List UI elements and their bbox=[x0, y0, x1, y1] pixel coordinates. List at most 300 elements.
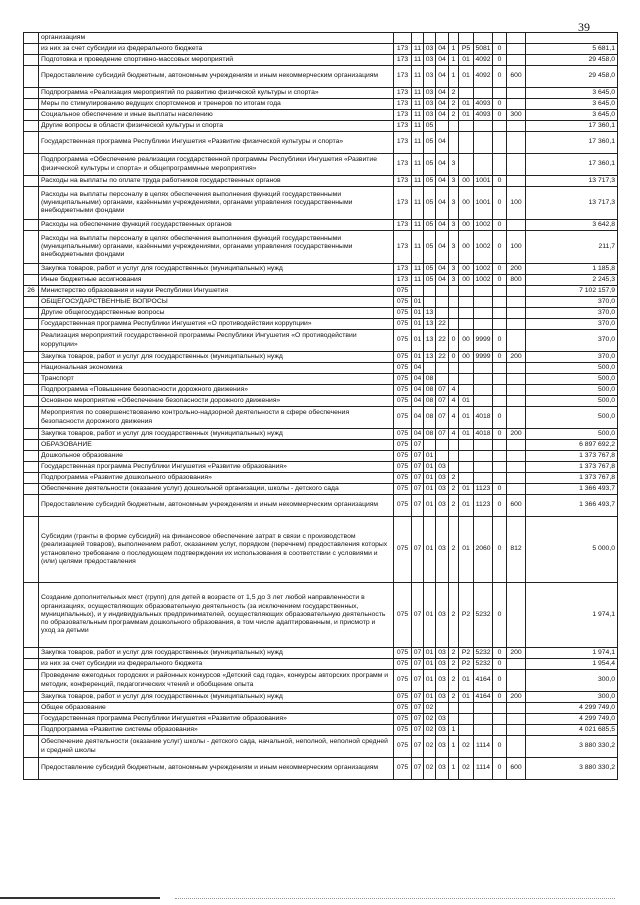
cell-c1: 07 bbox=[436, 385, 449, 396]
cell-vr2 bbox=[507, 99, 526, 110]
cell-sum: 17 360,1 bbox=[526, 132, 618, 154]
cell-c4 bbox=[474, 319, 493, 330]
cell-name: Предоставление субсидий бюджетным, автономным учреждениям и иным некоммерческим организациям bbox=[39, 758, 394, 780]
cell-pr: 08 bbox=[424, 407, 436, 429]
cell-vr: 0 bbox=[493, 583, 507, 648]
cell-c3: 00 bbox=[459, 220, 474, 231]
cell-vr: 0 bbox=[493, 66, 507, 88]
cell-c3: 00 bbox=[459, 275, 474, 286]
cell-glv: 075 bbox=[394, 308, 412, 319]
cell-c4 bbox=[474, 308, 493, 319]
cell-no bbox=[24, 484, 39, 495]
cell-name: Национальная экономика bbox=[39, 363, 394, 374]
cell-c4 bbox=[474, 385, 493, 396]
cell-vr2 bbox=[507, 286, 526, 297]
cell-vr: 0 bbox=[493, 330, 507, 352]
cell-name: Иные бюджетные ассигнования bbox=[39, 275, 394, 286]
cell-c1: 03 bbox=[436, 517, 449, 583]
cell-glv: 075 bbox=[394, 758, 412, 780]
cell-vr2 bbox=[507, 462, 526, 473]
cell-c3 bbox=[459, 440, 474, 451]
cell-no bbox=[24, 758, 39, 780]
cell-c1 bbox=[436, 374, 449, 385]
cell-c2: 2 bbox=[449, 517, 459, 583]
cell-vr: 0 bbox=[493, 44, 507, 55]
cell-c2: 2 bbox=[449, 473, 459, 484]
cell-sum: 13 717,3 bbox=[526, 176, 618, 187]
cell-vr2: 600 bbox=[507, 66, 526, 88]
cell-rz: 11 bbox=[412, 264, 424, 275]
cell-pr: 08 bbox=[424, 374, 436, 385]
table-row bbox=[24, 66, 618, 88]
table-row bbox=[24, 736, 618, 758]
cell-sum: 500,0 bbox=[526, 374, 618, 385]
cell-pr: 03 bbox=[424, 88, 436, 99]
cell-sum: 5 681,1 bbox=[526, 44, 618, 55]
cell-name: Закупка товаров, работ и услуг для государственных (муниципальных) нужд bbox=[39, 692, 394, 703]
cell-c4 bbox=[474, 132, 493, 154]
cell-c1: 22 bbox=[436, 352, 449, 363]
cell-rz: 07 bbox=[412, 451, 424, 462]
cell-c2 bbox=[449, 363, 459, 374]
cell-c4: 1123 bbox=[474, 495, 493, 517]
cell-no bbox=[24, 495, 39, 517]
cell-pr: 05 bbox=[424, 176, 436, 187]
cell-sum: 500,0 bbox=[526, 363, 618, 374]
cell-name: организациям bbox=[39, 33, 394, 44]
cell-sum: 29 458,0 bbox=[526, 55, 618, 66]
cell-no bbox=[24, 692, 39, 703]
cell-sum: 7 102 157,9 bbox=[526, 286, 618, 297]
cell-c3 bbox=[459, 725, 474, 736]
cell-c3: 01 bbox=[459, 692, 474, 703]
cell-vr: 0 bbox=[493, 495, 507, 517]
table-row bbox=[24, 110, 618, 121]
cell-vr bbox=[493, 154, 507, 176]
cell-sum: 3 880 330,2 bbox=[526, 736, 618, 758]
cell-c4: 4092 bbox=[474, 55, 493, 66]
cell-c3 bbox=[459, 319, 474, 330]
cell-vr bbox=[493, 725, 507, 736]
cell-sum: 13 717,3 bbox=[526, 187, 618, 220]
cell-c2: 2 bbox=[449, 484, 459, 495]
cell-no bbox=[24, 297, 39, 308]
cell-vr bbox=[493, 297, 507, 308]
table-row bbox=[24, 659, 618, 670]
cell-c4: 5232 bbox=[474, 659, 493, 670]
cell-vr2 bbox=[507, 330, 526, 352]
cell-c1: 03 bbox=[436, 473, 449, 484]
cell-no bbox=[24, 187, 39, 220]
cell-c2: 0 bbox=[449, 352, 459, 363]
cell-vr bbox=[493, 385, 507, 396]
cell-pr: 13 bbox=[424, 319, 436, 330]
table-row bbox=[24, 583, 618, 648]
cell-vr2: 812 bbox=[507, 517, 526, 583]
cell-vr bbox=[493, 363, 507, 374]
cell-sum: 3 880 330,2 bbox=[526, 758, 618, 780]
cell-c3 bbox=[459, 286, 474, 297]
cell-name: Расходы на выплаты персоналу в целях обеспечения выполнения функций государственными (муниципальными) органами, казёнными учреждениями, органами управления государственными внебюджетными фондами bbox=[39, 231, 394, 264]
table-row bbox=[24, 451, 618, 462]
cell-c4: 5232 bbox=[474, 648, 493, 659]
cell-rz: 07 bbox=[412, 714, 424, 725]
cell-pr: 13 bbox=[424, 308, 436, 319]
cell-c4: 4092 bbox=[474, 66, 493, 88]
cell-name: Обеспечение деятельности (оказание услуг) школы - детского сада, начальной, неполной, неполной средней и средней школы bbox=[39, 736, 394, 758]
cell-c1: 07 bbox=[436, 407, 449, 429]
cell-c3: P2 bbox=[459, 659, 474, 670]
cell-sum: 300,0 bbox=[526, 692, 618, 703]
cell-c4: 4164 bbox=[474, 692, 493, 703]
cell-c2 bbox=[449, 703, 459, 714]
cell-c2 bbox=[449, 308, 459, 319]
cell-rz: 07 bbox=[412, 517, 424, 583]
cell-c1: 04 bbox=[436, 231, 449, 264]
cell-c1: 03 bbox=[436, 484, 449, 495]
cell-c3 bbox=[459, 132, 474, 154]
cell-rz: 07 bbox=[412, 736, 424, 758]
cell-vr bbox=[493, 440, 507, 451]
cell-rz: 11 bbox=[412, 220, 424, 231]
cell-glv: 075 bbox=[394, 495, 412, 517]
cell-c4 bbox=[474, 286, 493, 297]
cell-vr2: 100 bbox=[507, 231, 526, 264]
cell-pr bbox=[424, 440, 436, 451]
cell-c1: 03 bbox=[436, 692, 449, 703]
cell-glv: 075 bbox=[394, 484, 412, 495]
cell-name: Государственная программа Республики Ингушетия «Развитие образования» bbox=[39, 462, 394, 473]
cell-c3: 01 bbox=[459, 495, 474, 517]
cell-name: Обеспечение деятельности (оказание услуг) дошкольной организации, школы - детского сада bbox=[39, 484, 394, 495]
cell-c2 bbox=[449, 33, 459, 44]
cell-c3: 00 bbox=[459, 231, 474, 264]
cell-c1: 03 bbox=[436, 714, 449, 725]
table-row bbox=[24, 429, 618, 440]
cell-sum: 4 299 749,0 bbox=[526, 714, 618, 725]
table-row bbox=[24, 132, 618, 154]
cell-no bbox=[24, 132, 39, 154]
cell-vr2 bbox=[507, 473, 526, 484]
cell-vr: 0 bbox=[493, 659, 507, 670]
cell-glv: 173 bbox=[394, 121, 412, 132]
table-row bbox=[24, 264, 618, 275]
cell-c4 bbox=[474, 154, 493, 176]
table-row bbox=[24, 176, 618, 187]
cell-name: ОБРАЗОВАНИЕ bbox=[39, 440, 394, 451]
cell-c4: 1001 bbox=[474, 187, 493, 220]
cell-c1 bbox=[436, 451, 449, 462]
cell-vr: 0 bbox=[493, 407, 507, 429]
cell-glv: 075 bbox=[394, 407, 412, 429]
cell-rz: 04 bbox=[412, 385, 424, 396]
cell-c2: 4 bbox=[449, 407, 459, 429]
cell-c3: 00 bbox=[459, 187, 474, 220]
cell-glv: 173 bbox=[394, 264, 412, 275]
cell-c2 bbox=[449, 286, 459, 297]
cell-c4: 1002 bbox=[474, 220, 493, 231]
cell-vr: 0 bbox=[493, 99, 507, 110]
cell-c4: 5081 bbox=[474, 44, 493, 55]
cell-c2: 2 bbox=[449, 670, 459, 692]
cell-c2 bbox=[449, 121, 459, 132]
table-row bbox=[24, 758, 618, 780]
cell-glv: 173 bbox=[394, 187, 412, 220]
cell-vr bbox=[493, 319, 507, 330]
cell-name: Подпрограмма «Развитие системы образования» bbox=[39, 725, 394, 736]
cell-c4 bbox=[474, 374, 493, 385]
cell-c3 bbox=[459, 363, 474, 374]
cell-sum: 17 360,1 bbox=[526, 121, 618, 132]
cell-c1: 04 bbox=[436, 154, 449, 176]
cell-c1: 04 bbox=[436, 110, 449, 121]
table-row bbox=[24, 275, 618, 286]
cell-vr2 bbox=[507, 121, 526, 132]
cell-c1 bbox=[436, 440, 449, 451]
cell-glv: 173 bbox=[394, 55, 412, 66]
cell-c4: 9999 bbox=[474, 330, 493, 352]
cell-vr2 bbox=[507, 220, 526, 231]
cell-c1: 04 bbox=[436, 44, 449, 55]
cell-c1: 04 bbox=[436, 187, 449, 220]
table-row bbox=[24, 187, 618, 220]
cell-name: Расходы на выплаты по оплате труда работников государственных органов bbox=[39, 176, 394, 187]
cell-vr: 0 bbox=[493, 110, 507, 121]
cell-rz: 04 bbox=[412, 396, 424, 407]
cell-pr: 01 bbox=[424, 659, 436, 670]
cell-name: Проведение ежегодных городских и районных конкурсов «Детский сад года», конкурсы авторских программ и методик, конференций, педагогических чтений и обобщение опыта bbox=[39, 670, 394, 692]
cell-rz: 07 bbox=[412, 725, 424, 736]
cell-c4: 1114 bbox=[474, 736, 493, 758]
table-row bbox=[24, 99, 618, 110]
cell-rz: 11 bbox=[412, 154, 424, 176]
cell-c4 bbox=[474, 703, 493, 714]
cell-pr: 13 bbox=[424, 352, 436, 363]
cell-pr: 01 bbox=[424, 583, 436, 648]
cell-c4 bbox=[474, 473, 493, 484]
cell-c2: 1 bbox=[449, 758, 459, 780]
cell-glv: 173 bbox=[394, 110, 412, 121]
cell-vr2 bbox=[507, 132, 526, 154]
cell-c4: 9999 bbox=[474, 352, 493, 363]
cell-c2 bbox=[449, 714, 459, 725]
cell-c1: 03 bbox=[436, 583, 449, 648]
cell-name: Закупка товаров, работ и услуг для государственных (муниципальных) нужд bbox=[39, 429, 394, 440]
cell-c2: 2 bbox=[449, 110, 459, 121]
cell-no bbox=[24, 451, 39, 462]
cell-sum: 1 974,1 bbox=[526, 583, 618, 648]
cell-sum: 1 373 767,8 bbox=[526, 451, 618, 462]
cell-sum: 5 000,0 bbox=[526, 517, 618, 583]
cell-vr2 bbox=[507, 154, 526, 176]
cell-no bbox=[24, 736, 39, 758]
cell-rz bbox=[412, 286, 424, 297]
cell-c1: 04 bbox=[436, 99, 449, 110]
cell-rz: 01 bbox=[412, 352, 424, 363]
cell-no bbox=[24, 659, 39, 670]
cell-c1: 03 bbox=[436, 725, 449, 736]
cell-c3: 01 bbox=[459, 55, 474, 66]
cell-vr2 bbox=[507, 703, 526, 714]
cell-c3 bbox=[459, 33, 474, 44]
cell-c4: 1114 bbox=[474, 758, 493, 780]
cell-glv: 075 bbox=[394, 714, 412, 725]
table-row bbox=[24, 88, 618, 99]
cell-glv: 075 bbox=[394, 330, 412, 352]
cell-pr: 01 bbox=[424, 484, 436, 495]
cell-sum: 6 897 692,2 bbox=[526, 440, 618, 451]
cell-name: Предоставление субсидий бюджетным, автономным учреждениям и иным некоммерческим организациям bbox=[39, 495, 394, 517]
cell-no bbox=[24, 330, 39, 352]
cell-name: Дошкольное образование bbox=[39, 451, 394, 462]
cell-sum: 370,0 bbox=[526, 297, 618, 308]
cell-c1: 04 bbox=[436, 132, 449, 154]
cell-c4: 4164 bbox=[474, 670, 493, 692]
cell-glv: 075 bbox=[394, 517, 412, 583]
cell-c1 bbox=[436, 308, 449, 319]
cell-c2 bbox=[449, 374, 459, 385]
cell-no bbox=[24, 275, 39, 286]
cell-glv: 075 bbox=[394, 286, 412, 297]
cell-glv: 075 bbox=[394, 451, 412, 462]
cell-rz: 07 bbox=[412, 495, 424, 517]
table-row bbox=[24, 154, 618, 176]
cell-pr: 03 bbox=[424, 66, 436, 88]
cell-sum: 1 954,4 bbox=[526, 659, 618, 670]
cell-no bbox=[24, 88, 39, 99]
cell-no bbox=[24, 231, 39, 264]
cell-vr2: 200 bbox=[507, 352, 526, 363]
cell-sum bbox=[526, 33, 618, 44]
cell-c4 bbox=[474, 714, 493, 725]
cell-sum: 1 366 493,7 bbox=[526, 484, 618, 495]
cell-vr: 0 bbox=[493, 736, 507, 758]
cell-name: Расходы на выплаты персоналу в целях обеспечения выполнения функций государственными (муниципальными) органами, казёнными учреждениями, органами управления государственными внебюджетными фондами bbox=[39, 187, 394, 220]
cell-c1: 22 bbox=[436, 330, 449, 352]
cell-c3: 01 bbox=[459, 99, 474, 110]
cell-c3: 01 bbox=[459, 407, 474, 429]
cell-no bbox=[24, 714, 39, 725]
cell-pr: 08 bbox=[424, 396, 436, 407]
cell-vr bbox=[493, 121, 507, 132]
cell-c2: 2 bbox=[449, 495, 459, 517]
cell-vr bbox=[493, 286, 507, 297]
cell-c3 bbox=[459, 88, 474, 99]
cell-sum: 500,0 bbox=[526, 407, 618, 429]
cell-c3 bbox=[459, 385, 474, 396]
cell-c2: 3 bbox=[449, 176, 459, 187]
cell-pr: 03 bbox=[424, 99, 436, 110]
cell-vr2: 200 bbox=[507, 648, 526, 659]
cell-glv bbox=[394, 33, 412, 44]
cell-c1: 22 bbox=[436, 319, 449, 330]
cell-no bbox=[24, 473, 39, 484]
cell-c3 bbox=[459, 374, 474, 385]
cell-vr: 0 bbox=[493, 758, 507, 780]
cell-c3: 00 bbox=[459, 352, 474, 363]
cell-glv: 075 bbox=[394, 396, 412, 407]
cell-pr: 08 bbox=[424, 385, 436, 396]
cell-sum: 3 645,0 bbox=[526, 110, 618, 121]
cell-c4: 4018 bbox=[474, 429, 493, 440]
cell-glv: 075 bbox=[394, 725, 412, 736]
cell-vr: 0 bbox=[493, 55, 507, 66]
cell-name: Субсидии (гранты в форме субсидий) на финансовое обеспечение затрат в связи с производством (реализацией товаров), выполнением работ, оказанием услуг, порядком (перечнем) предоставления которых установлено требование о последующем подтверждении их использования в соответствии с условиями и (или) целями предоставления bbox=[39, 517, 394, 583]
cell-glv: 173 bbox=[394, 231, 412, 264]
cell-name: Закупка товаров, работ и услуг для государственных (муниципальных) нужд bbox=[39, 264, 394, 275]
cell-c1: 04 bbox=[436, 88, 449, 99]
cell-vr2 bbox=[507, 725, 526, 736]
cell-name: Подпрограмма «Повышение безопасности дорожного движения» bbox=[39, 385, 394, 396]
cell-c1: 04 bbox=[436, 220, 449, 231]
cell-vr: 0 bbox=[493, 484, 507, 495]
cell-vr2 bbox=[507, 407, 526, 429]
cell-vr bbox=[493, 462, 507, 473]
table-row bbox=[24, 220, 618, 231]
cell-c4: 5232 bbox=[474, 583, 493, 648]
table-row bbox=[24, 692, 618, 703]
cell-no bbox=[24, 407, 39, 429]
cell-c2: 2 bbox=[449, 88, 459, 99]
cell-vr2: 800 bbox=[507, 275, 526, 286]
cell-vr2 bbox=[507, 659, 526, 670]
table-row bbox=[24, 308, 618, 319]
cell-pr bbox=[424, 363, 436, 374]
cell-c2: 3 bbox=[449, 154, 459, 176]
cell-c1: 04 bbox=[436, 176, 449, 187]
cell-vr: 0 bbox=[493, 231, 507, 264]
cell-rz: 11 bbox=[412, 88, 424, 99]
cell-pr: 02 bbox=[424, 714, 436, 725]
cell-c2: 3 bbox=[449, 264, 459, 275]
cell-pr: 05 bbox=[424, 220, 436, 231]
cell-vr2 bbox=[507, 374, 526, 385]
cell-c2: 3 bbox=[449, 187, 459, 220]
cell-c3 bbox=[459, 703, 474, 714]
cell-c4: 4093 bbox=[474, 99, 493, 110]
footer-rule bbox=[0, 897, 160, 899]
cell-no bbox=[24, 440, 39, 451]
table-row bbox=[24, 440, 618, 451]
cell-glv: 075 bbox=[394, 297, 412, 308]
cell-vr: 0 bbox=[493, 517, 507, 583]
cell-rz: 01 bbox=[412, 319, 424, 330]
cell-c2: 3 bbox=[449, 220, 459, 231]
cell-name: Подпрограмма «Развитие дошкольного образования» bbox=[39, 473, 394, 484]
cell-c3 bbox=[459, 451, 474, 462]
cell-c1 bbox=[436, 297, 449, 308]
cell-pr: 01 bbox=[424, 462, 436, 473]
cell-sum: 370,0 bbox=[526, 330, 618, 352]
cell-c2: 3 bbox=[449, 231, 459, 264]
cell-vr: 0 bbox=[493, 352, 507, 363]
cell-glv: 173 bbox=[394, 220, 412, 231]
cell-no bbox=[24, 648, 39, 659]
cell-no bbox=[24, 176, 39, 187]
cell-glv: 075 bbox=[394, 670, 412, 692]
cell-vr2 bbox=[507, 714, 526, 725]
cell-no bbox=[24, 429, 39, 440]
cell-c3: 01 bbox=[459, 66, 474, 88]
cell-c2: 2 bbox=[449, 648, 459, 659]
cell-c3 bbox=[459, 714, 474, 725]
cell-c4: 1123 bbox=[474, 484, 493, 495]
cell-vr2 bbox=[507, 44, 526, 55]
cell-vr2 bbox=[507, 484, 526, 495]
cell-pr: 03 bbox=[424, 110, 436, 121]
cell-c3: 01 bbox=[459, 429, 474, 440]
cell-name: Министерство образования и науки Республики Ингушетия bbox=[39, 286, 394, 297]
